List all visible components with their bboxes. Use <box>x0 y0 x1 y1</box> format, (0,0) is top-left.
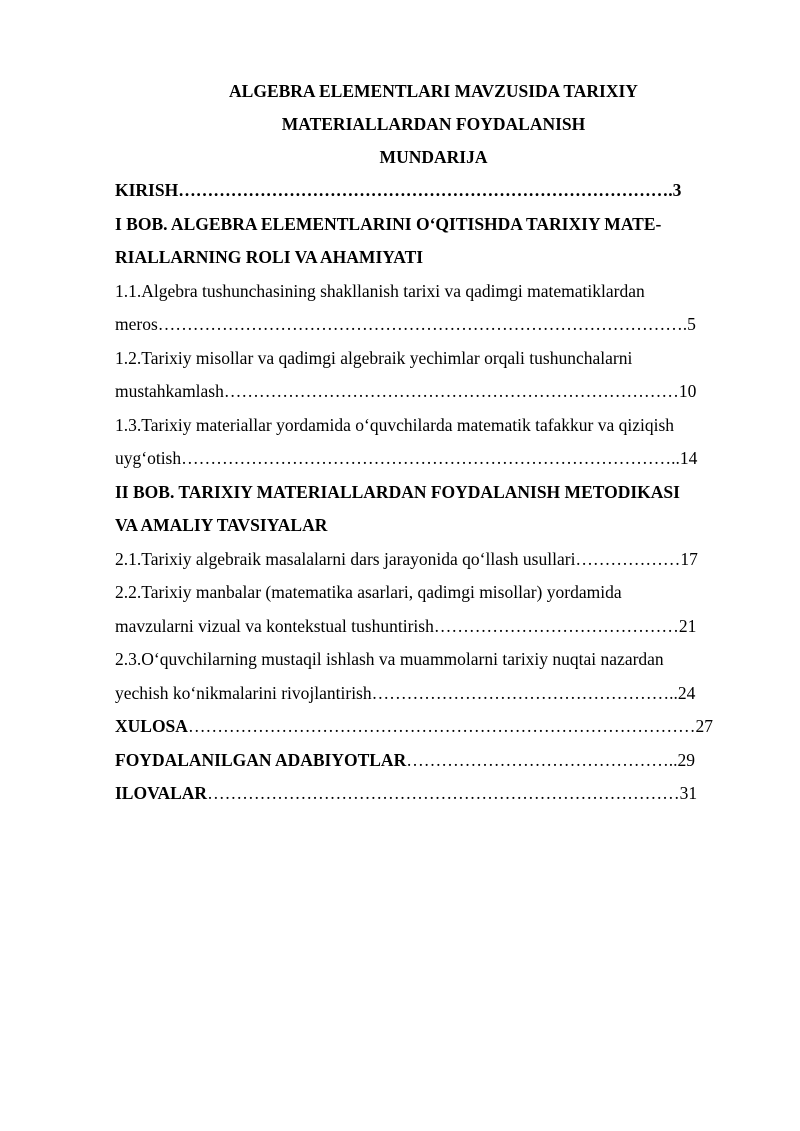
toc-chapter-1-line-1: I BOB. ALGEBRA ELEMENTLARINI O‘QITISHDA TARIXIY MATE- <box>115 213 662 234</box>
toc-heading: MUNDARIJA <box>379 147 488 167</box>
table-of-contents <box>115 174 742 811</box>
toc-entry-1-1-line-2: meros……………………………………………………………………………….5 <box>115 314 696 334</box>
toc-entry-ilovalar <box>115 777 742 811</box>
document-title-line-2: MATERIALLARDAN FOYDALANISH <box>281 114 586 134</box>
toc-entry-adabiyotlar <box>115 744 742 778</box>
toc-entry-adabiyotlar-leader: ………………………………………..29 <box>406 749 695 770</box>
toc-entry-2-3-line-1: 2.3.O‘quvchilarning mustaqil ishlash va muammolarni tarixiy nuqtai nazardan <box>115 649 664 669</box>
toc-chapter-2-line-1: II BOB. TARIXIY MATERIALLARDAN FOYDALANISH METODIKASI <box>115 481 680 502</box>
toc-chapter-1-line-2: RIALLARNING ROLI VA AHAMIYATI <box>115 247 424 267</box>
toc-entry-adabiyotlar-label: FOYDALANILGAN ADABIYOTLAR <box>115 749 407 770</box>
toc-chapter-2-line-2: VA AMALIY TAVSIYALAR <box>115 515 328 535</box>
toc-entry-2-3-line-2: yechish ko‘nikmalarini rivojlantirish……………………………………………..24 <box>115 682 696 703</box>
toc-entry-1-1-line-1: 1.1.Algebra tushunchasining shakllanish tarixi va qadimgi matematiklardan <box>115 280 645 301</box>
toc-entry-xulosa <box>115 710 742 744</box>
toc-entry-2-2-line-2: mavzularni vizual va kontekstual tushuntirish……………………………………21 <box>115 615 697 636</box>
toc-entry-1-2-line-1: 1.2.Tarixiy misollar va qadimgi algebraik yechimlar orqali tushunchalarni <box>115 347 633 368</box>
toc-entry-xulosa-label: XULOSA <box>115 716 188 736</box>
toc-entry-1-3-line-2: uyg‘otish…………………………………………………………………………..14 <box>115 448 698 468</box>
toc-entry-1-2-line-2: mustahkamlash……………………………………………………………………10 <box>115 381 697 401</box>
toc-entry-2-2-line-1: 2.2.Tarixiy manbalar (matematika asarlari, qadimgi misollar) yordamida <box>115 582 622 602</box>
document-title-line-1: ALGEBRA ELEMENTLARI MAVZUSIDA TARIXIY <box>229 81 638 101</box>
toc-entry-2-1: 2.1.Tarixiy algebraik masalalarni dars jarayonida qo‘llash usullari………………17 <box>115 548 698 569</box>
toc-entry-1-3-line-1: 1.3.Tarixiy materiallar yordamida o‘quvchilarda matematik tafakkur va qiziqish <box>115 414 675 435</box>
document-page <box>115 75 742 811</box>
toc-entry-ilovalar-label: ILOVALAR <box>115 783 208 803</box>
toc-entry-xulosa-leader: ……………………………………………………………………………27 <box>187 716 713 736</box>
toc-entry-kirish: KIRISH………………………………………………………………………….3 <box>115 180 682 200</box>
toc-entry-ilovalar-leader: ………………………………………………………………………31 <box>207 783 698 803</box>
